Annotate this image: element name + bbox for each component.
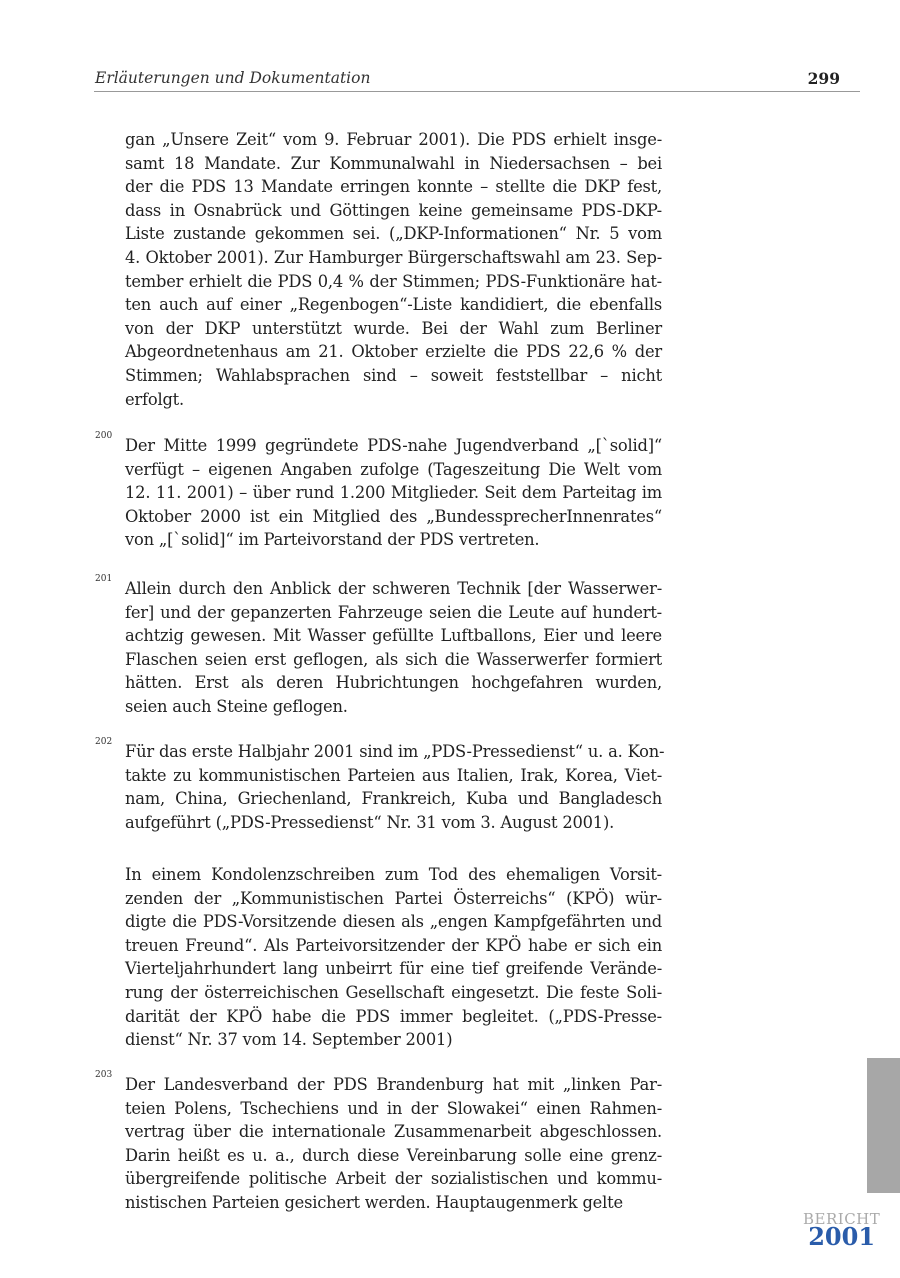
text-line: erfolgt. bbox=[125, 389, 184, 409]
footnote-paragraph bbox=[125, 434, 662, 552]
text-line: verfügt – eigenen Angaben zufolge (Tageszeitung Die Welt vom bbox=[125, 459, 662, 479]
body-paragraph bbox=[125, 863, 662, 1052]
text-line: der die PDS 13 Mandate erringen konnte – stellte die DKP fest, bbox=[125, 177, 662, 197]
footnote-paragraph bbox=[125, 577, 662, 719]
text-line: nistischen Parteien gesichert werden. Hauptaugenmerk gelte bbox=[125, 1192, 623, 1212]
text-line: Stimmen; Wahlabsprachen sind – soweit feststellbar – nicht bbox=[125, 365, 662, 385]
text-line: hätten. Erst als deren Hubrichtungen hochgefahren wurden, bbox=[125, 673, 662, 693]
footnote-number: 201 bbox=[95, 574, 113, 584]
text-line: takte zu kommunistischen Parteien aus Italien, Irak, Korea, Viet- bbox=[125, 765, 662, 785]
footnote-paragraph bbox=[125, 1073, 662, 1215]
page-number: 299 bbox=[807, 69, 840, 88]
text-line: Abgeordnetenhaus am 21. Oktober erzielte die PDS 22,6 % der bbox=[125, 342, 662, 362]
text-line: achtzig gewesen. Mit Wasser gefüllte Luftballons, Eier und leere bbox=[125, 626, 662, 646]
text-line: gan „Unsere Zeit“ vom 9. Februar 2001). Die PDS erhielt insge- bbox=[125, 130, 662, 149]
text-line: Liste zustande gekommen sei. („DKP-Informationen“ Nr. 5 vom bbox=[125, 224, 662, 244]
footnote-paragraph bbox=[125, 740, 665, 834]
text-line: dienst“ Nr. 37 vom 14. September 2001) bbox=[125, 1030, 453, 1050]
text-line: Der Mitte 1999 gegründete PDS-nahe Jugendverband „[`solid]“ bbox=[125, 436, 662, 455]
text-line: aufgeführt („PDS-Pressedienst“ Nr. 31 vom 3. August 2001). bbox=[125, 812, 615, 832]
logo-line2: 2001 bbox=[808, 1222, 876, 1251]
text-line: ten auch auf einer „Regenbogen“-Liste kandidiert, die ebenfalls bbox=[125, 295, 662, 315]
text-line: seien auch Steine geflogen. bbox=[125, 696, 348, 716]
body-paragraph bbox=[125, 128, 662, 411]
report-logo bbox=[803, 1212, 880, 1249]
footnote-number: 200 bbox=[95, 431, 113, 441]
text-line: von der DKP unterstützt wurde. Bei der Wahl zum Berliner bbox=[125, 318, 662, 338]
text-line: digte die PDS-Vorsitzende diesen als „engen Kampfgefährten und bbox=[125, 912, 662, 932]
text-line: treuen Freund“. Als Parteivorsitzender der KPÖ habe er sich ein bbox=[125, 935, 662, 955]
text-line: In einem Kondolenzschreiben zum Tod des ehemaligen Vorsit- bbox=[125, 865, 662, 884]
text-line: vertrag über die internationale Zusammenarbeit abgeschlossen. bbox=[125, 1122, 662, 1142]
text-line: Flaschen seien erst geflogen, als sich die Wasserwerfer formiert bbox=[125, 649, 662, 669]
header-rule bbox=[94, 91, 860, 92]
text-line: Der Landesverband der PDS Brandenburg hat mit „linken Par- bbox=[125, 1075, 662, 1094]
text-line: Vierteljahrhundert lang unbeirrt für eine tief greifende Verände- bbox=[125, 959, 662, 979]
text-line: Darin heißt es u. a., durch diese Vereinbarung solle eine grenz- bbox=[125, 1145, 662, 1165]
text-line: von „[`solid]“ im Parteivorstand der PDS vertreten. bbox=[125, 530, 540, 550]
text-line: dass in Osnabrück und Göttingen keine gemeinsame PDS-DKP- bbox=[125, 200, 662, 220]
text-line: übergreifende politische Arbeit der sozialistischen und kommu- bbox=[125, 1169, 662, 1189]
text-line: Für das erste Halbjahr 2001 sind im „PDS-Pressedienst“ u. a. Kon- bbox=[125, 742, 665, 761]
text-line: rung der österreichischen Gesellschaft eingesetzt. Die feste Soli- bbox=[125, 982, 662, 1002]
text-line: Allein durch den Anblick der schweren Technik [der Wasserwer- bbox=[125, 579, 662, 598]
thumb-index-tab bbox=[867, 1058, 900, 1193]
text-line: zenden der „Kommunistischen Partei Österreichs“ (KPÖ) wür- bbox=[125, 888, 662, 908]
text-line: Oktober 2000 ist ein Mitglied des „BundessprecherInnenrates“ bbox=[125, 506, 662, 526]
running-header-title: Erläuterungen und Dokumentation bbox=[95, 69, 371, 87]
footnote-number: 202 bbox=[95, 737, 113, 747]
text-line: fer] und der gepanzerten Fahrzeuge seien die Leute auf hundert- bbox=[125, 602, 662, 622]
text-line: nam, China, Griechenland, Frankreich, Kuba und Bangladesch bbox=[125, 789, 662, 809]
footnote-number: 203 bbox=[95, 1070, 113, 1080]
text-line: 12. 11. 2001) – über rund 1.200 Mitglieder. Seit dem Parteitag im bbox=[125, 483, 662, 503]
text-line: teien Polens, Tschechiens und in der Slowakei“ einen Rahmen- bbox=[125, 1098, 662, 1118]
text-line: tember erhielt die PDS 0,4 % der Stimmen; PDS-Funktionäre hat- bbox=[125, 271, 662, 291]
text-line: samt 18 Mandate. Zur Kommunalwahl in Niedersachsen – bei bbox=[125, 153, 662, 173]
text-line: 4. Oktober 2001). Zur Hamburger Bürgerschaftswahl am 23. Sep- bbox=[125, 247, 662, 267]
text-line: darität der KPÖ habe die PDS immer begleitet. („PDS-Presse- bbox=[125, 1006, 662, 1026]
logo-line1: BERICHT bbox=[803, 1210, 881, 1228]
